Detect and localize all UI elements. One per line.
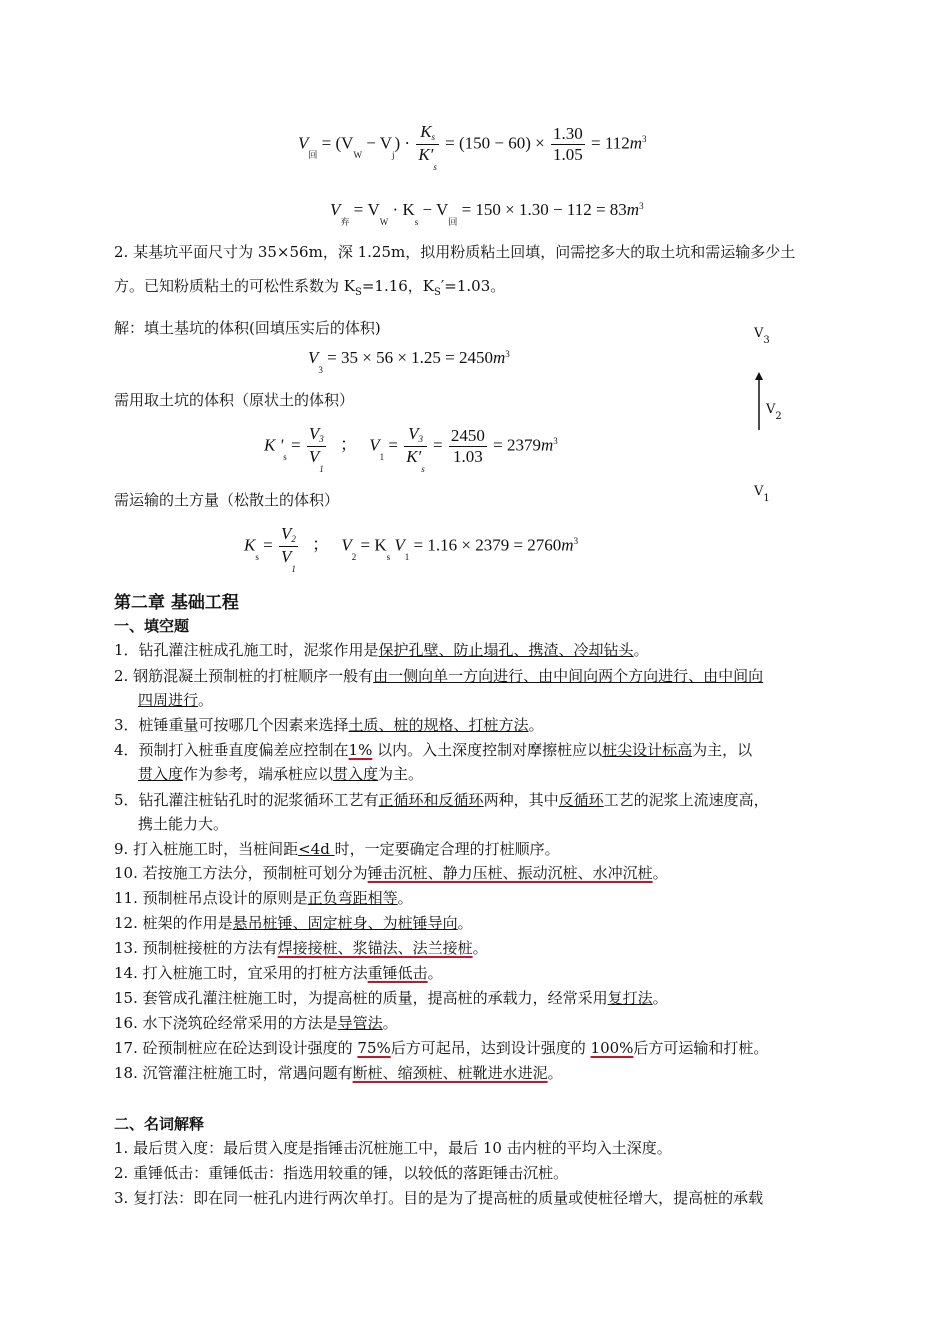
- formula-v-qi: $V_弃 = V_W \cdot K_s - V_回 = 150 \times 1.30 - 112 = 83m^3$: [330, 200, 644, 227]
- problem-2-line-1: 2. 某基坑平面尺寸为 35×56m，深 1.25m，拟用粉质粘土回填，问需挖多大的取土坑和需运输多少土: [114, 243, 796, 261]
- fill-item-15: 15. 套管成孔灌注桩施工时，为提高桩的质量，提高桩的承载力，经常采用复打法。: [114, 989, 668, 1007]
- label-v1: $V_1$: [754, 484, 770, 504]
- formula-v-hui: $V_回 = (V_W - V_j)$ · $\frac{Ks}{K'_s}$ = (150 − 60) × $\frac{1.30}{1.05}$ = $112m^3$: [298, 122, 647, 172]
- fill-item-17: 17. 砼预制桩应在砼达到设计强度的 75%后方可起吊，达到设计强度的 100%后方可运输和打桩。: [114, 1039, 769, 1057]
- solution-step-1: 解：填土基坑的体积(回填压实后的体积): [114, 319, 381, 337]
- fill-item-14: 14. 打入桩施工时，宜采用的打桩方法重锤低击。: [114, 964, 443, 982]
- solution-step-2: 需用取土坑的体积（原状土的体积）: [114, 391, 355, 409]
- label-v3: $V_3$: [754, 326, 770, 346]
- fill-item-2-cont: 四周进行。: [138, 691, 214, 709]
- fill-item-18: 18. 沉管灌注桩施工时，常遇问题有断桩、缩颈桩、桩靴进水进泥。: [114, 1064, 563, 1082]
- fill-item-12: 12. 桩架的作用是悬吊桩锤、固定桩身、为桩锤导向。: [114, 914, 473, 932]
- fill-item-16: 16. 水下浇筑砼经常采用的方法是导管法。: [114, 1014, 398, 1032]
- section-fill-blank: 一、填空题: [114, 617, 190, 635]
- fill-item-3: 3．桩锤重量可按哪几个因素来选择土质、桩的规格、打桩方法。: [114, 716, 544, 734]
- chapter-title: 第二章 基础工程: [114, 593, 239, 613]
- fill-item-5: 5．钻孔灌注桩钻孔时的泥浆循环工艺有正循环和反循环两种，其中反循环工艺的泥浆上流速度高，: [114, 791, 769, 809]
- fill-item-4: 4．预制打入桩垂直度偏差应控制在1% 以内。入土深度控制对摩擦桩应以桩尖设计标高为主，以: [114, 741, 753, 759]
- term-3: 3. 复打法：即在同一桩孔内进行两次单打。目的是为了提高桩的质量或使桩径增大，提高桩的承载: [114, 1189, 764, 1207]
- fill-item-11: 11. 预制桩吊点设计的原则是正负弯距相等。: [114, 889, 413, 907]
- solution-step-3: 需运输的土方量（松散土的体积）: [114, 491, 340, 509]
- fill-item-13: 13. 预制桩接桩的方法有焊接接桩、浆锚法、法兰接桩。: [114, 939, 488, 957]
- term-1: 1. 最后贯入度：最后贯入度是指锤击沉桩施工中，最后 10 击内桩的平均入土深度。: [114, 1139, 672, 1157]
- formula-v2: $K_s$ = $\frac{V2}{V_1}$ ； $V_2 = K_s$ $V_1 = 1.16 \times 2379 = 2760m^3$: [244, 524, 579, 574]
- fill-item-4-cont: 贯入度作为参考，端承桩应以贯入度为主。: [138, 765, 424, 783]
- arrow-up-icon: [752, 370, 766, 432]
- formula-v1: K '$_s$ = $\frac{V3}{V_1}$ ； $V_1$ = $\frac{V3}{K'_s}$ = $\frac{2450}{1.03}$ = $2379m^3$: [264, 424, 558, 474]
- problem-2-line-2: 方。已知粉质粘土的可松性系数为 $K_S=1.16$，$K_S'=1.03$。: [114, 277, 506, 298]
- fill-item-1: 1．钻孔灌注桩成孔施工时，泥浆作用是保护孔壁、防止塌孔、携渣、冷却钻头。: [114, 641, 649, 659]
- fill-item-10: 10. 若按施工方法分，预制桩可划分为锤击沉桩、静力压桩、振动沉桩、水冲沉桩。: [114, 864, 668, 882]
- fill-item-5-cont: 携土能力大。: [138, 815, 229, 833]
- fill-item-2: 2. 钢筋混凝土预制桩的打桩顺序一般有由一侧向单一方向进行、由中间向两个方向进行、由中间向: [114, 667, 764, 685]
- label-v2: $V_2$: [766, 402, 782, 422]
- volume-diagram: [748, 320, 808, 510]
- fraction-130-105: $\frac{1.30}{1.05}$: [553, 124, 583, 164]
- fraction-ks: $\frac{Ks}{K'_s}$: [418, 122, 437, 172]
- formula-v3: $V_3 = 35 \times 56 \times 1.25 = 2450m^3$: [308, 348, 510, 375]
- fill-item-9: 9. 打入桩施工时，当桩间距<4d 时，一定要确定合理的打桩顺序。: [114, 840, 560, 858]
- term-2: 2. 重锤低击：重锤低击：指选用较重的锤，以较低的落距锤击沉桩。: [114, 1164, 569, 1182]
- section-term-definitions: 二、名词解释: [114, 1115, 205, 1133]
